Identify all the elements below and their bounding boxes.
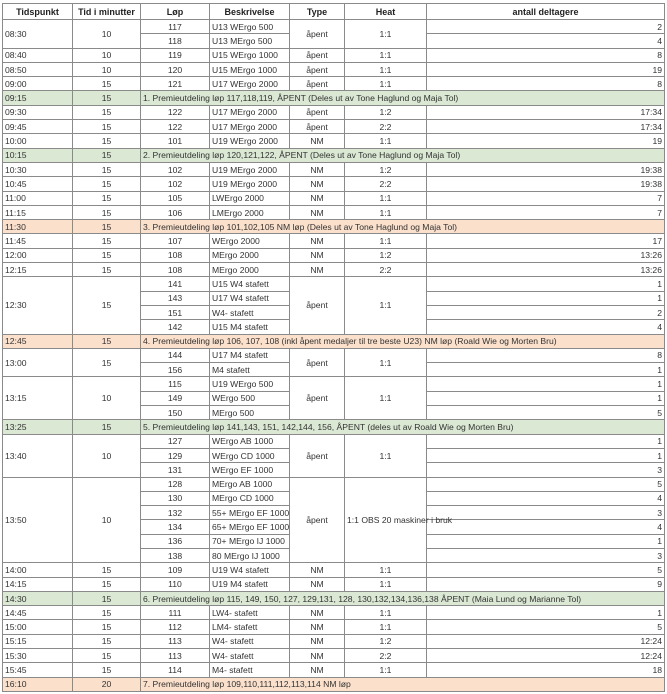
race-row: [3, 606, 665, 620]
race-number-cell: 107: [141, 234, 210, 248]
participants-cell: 2: [427, 20, 665, 34]
heat-cell: 1:1: [345, 234, 427, 248]
participants-cell: 3: [427, 506, 665, 520]
time-cell: 15:45: [3, 663, 73, 677]
race-number-cell: 134: [141, 520, 210, 534]
time-cell: 09:15: [3, 91, 73, 105]
heat-cell: 1:1: [345, 62, 427, 76]
time-cell: 13:15: [3, 377, 73, 420]
type-cell: NM: [290, 162, 345, 176]
race-row: [3, 234, 665, 248]
description-cell: 80 MErgo IJ 1000: [210, 548, 290, 562]
participants-cell: 17: [427, 234, 665, 248]
race-number-cell: 156: [141, 363, 210, 377]
heat-cell: 2:2: [345, 120, 427, 134]
type-cell: åpent: [290, 477, 345, 563]
award-text-cell: 5. Premieutdeling løp 141,143, 151, 142,144, 156, ÅPENT (deles ut av Roald Wie og Morten Bru): [141, 420, 665, 434]
time-cell: 14:30: [3, 591, 73, 605]
heat-cell: 1:2: [345, 162, 427, 176]
race-number-cell: 118: [141, 34, 210, 48]
participants-cell: 12:24: [427, 649, 665, 663]
minutes-cell: 15: [73, 162, 141, 176]
time-cell: 10:15: [3, 148, 73, 162]
participants-cell: 8: [427, 48, 665, 62]
participants-cell: 17:34: [427, 105, 665, 119]
participants-cell: 2: [427, 305, 665, 319]
participants-cell: 3: [427, 463, 665, 477]
description-cell: W4- stafett: [210, 649, 290, 663]
award-row: [3, 420, 665, 434]
minutes-cell: 15: [73, 105, 141, 119]
time-cell: 13:40: [3, 434, 73, 477]
type-cell: NM: [290, 205, 345, 219]
description-cell: 65+ MErgo EF 1000: [210, 520, 290, 534]
time-cell: 14:45: [3, 606, 73, 620]
heat-cell: 1:1: [345, 191, 427, 205]
race-number-cell: 108: [141, 248, 210, 262]
participants-cell: 19: [427, 134, 665, 148]
award-row: [3, 148, 665, 162]
participants-cell: 1: [427, 534, 665, 548]
heat-cell: 1:1: [345, 277, 427, 334]
participants-cell: 9: [427, 577, 665, 591]
participants-cell: 13:26: [427, 248, 665, 262]
type-cell: NM: [290, 248, 345, 262]
description-cell: W4- stafett: [210, 305, 290, 319]
race-row: [3, 105, 665, 119]
minutes-cell: 15: [73, 177, 141, 191]
minutes-cell: 15: [73, 634, 141, 648]
time-cell: 15:30: [3, 649, 73, 663]
description-cell: 55+ MErgo EF 1000: [210, 506, 290, 520]
participants-cell: 4: [427, 320, 665, 334]
description-cell: WErgo AB 1000: [210, 434, 290, 448]
race-row: [3, 634, 665, 648]
minutes-cell: 15: [73, 563, 141, 577]
description-cell: LW4- stafett: [210, 606, 290, 620]
type-cell: åpent: [290, 277, 345, 334]
race-number-cell: 113: [141, 649, 210, 663]
description-cell: U17 WErgo 2000: [210, 77, 290, 91]
header-lop: Løp: [141, 4, 210, 20]
race-number-cell: 115: [141, 377, 210, 391]
time-cell: 13:25: [3, 420, 73, 434]
race-number-cell: 121: [141, 77, 210, 91]
heat-cell: 1:1: [345, 134, 427, 148]
header-beskrivelse: Beskrivelse: [210, 4, 290, 20]
race-row: [3, 620, 665, 634]
race-number-cell: 122: [141, 105, 210, 119]
participants-cell: 1: [427, 377, 665, 391]
header-row: [3, 4, 665, 20]
participants-cell: 1: [427, 291, 665, 305]
minutes-cell: 15: [73, 591, 141, 605]
time-cell: 15:15: [3, 634, 73, 648]
race-number-cell: 106: [141, 205, 210, 219]
participants-cell: 4: [427, 520, 665, 534]
participants-cell: 1: [427, 434, 665, 448]
minutes-cell: 15: [73, 234, 141, 248]
participants-cell: 1: [427, 606, 665, 620]
race-number-cell: 119: [141, 48, 210, 62]
heat-cell: 1:2: [345, 248, 427, 262]
time-cell: 09:00: [3, 77, 73, 91]
heat-cell: 1:1: [345, 48, 427, 62]
time-cell: 12:00: [3, 248, 73, 262]
heat-cell: 1:1: [345, 348, 427, 377]
race-number-cell: 120: [141, 62, 210, 76]
header-tidspunkt: Tidspunkt: [3, 4, 73, 20]
participants-cell: 19:38: [427, 177, 665, 191]
description-cell: MErgo 500: [210, 406, 290, 420]
schedule-body: [3, 20, 665, 692]
type-cell: åpent: [290, 77, 345, 91]
header-type: Type: [290, 4, 345, 20]
participants-cell: 1: [427, 391, 665, 405]
race-number-cell: 112: [141, 620, 210, 634]
description-cell: WErgo CD 1000: [210, 448, 290, 462]
time-cell: 16:10: [3, 677, 73, 691]
race-number-cell: 109: [141, 563, 210, 577]
heat-cell: 1:1: [345, 620, 427, 634]
race-number-cell: 138: [141, 548, 210, 562]
race-number-cell: 131: [141, 463, 210, 477]
participants-cell: 4: [427, 491, 665, 505]
description-cell: MErgo 2000: [210, 248, 290, 262]
minutes-cell: 15: [73, 649, 141, 663]
race-row: [3, 177, 665, 191]
race-row: [3, 277, 665, 291]
participants-cell: 7: [427, 191, 665, 205]
time-cell: 11:30: [3, 220, 73, 234]
minutes-cell: 15: [73, 420, 141, 434]
heat-cell: 1:1: [345, 205, 427, 219]
race-row: [3, 62, 665, 76]
minutes-cell: 15: [73, 248, 141, 262]
description-cell: M4 stafett: [210, 363, 290, 377]
participants-cell: 19:38: [427, 162, 665, 176]
minutes-cell: 10: [73, 377, 141, 420]
race-number-cell: 105: [141, 191, 210, 205]
minutes-cell: 15: [73, 577, 141, 591]
heat-cell: 1:2: [345, 105, 427, 119]
description-cell: U19 MErgo 2000: [210, 177, 290, 191]
participants-cell: 5: [427, 406, 665, 420]
minutes-cell: 15: [73, 277, 141, 334]
type-cell: åpent: [290, 62, 345, 76]
minutes-cell: 15: [73, 91, 141, 105]
time-cell: 08:30: [3, 20, 73, 49]
type-cell: åpent: [290, 120, 345, 134]
participants-cell: 4: [427, 34, 665, 48]
time-cell: 14:15: [3, 577, 73, 591]
heat-cell: 1:1: [345, 563, 427, 577]
race-row: [3, 563, 665, 577]
participants-cell: 5: [427, 620, 665, 634]
race-number-cell: 130: [141, 491, 210, 505]
race-row: [3, 248, 665, 262]
type-cell: NM: [290, 606, 345, 620]
award-text-cell: 1. Premieutdeling løp 117,118,119, ÅPENT (Deles ut av Tone Haglund og Maja Tol): [141, 91, 665, 105]
race-number-cell: 117: [141, 20, 210, 34]
description-cell: U17 MErgo 2000: [210, 120, 290, 134]
race-number-cell: 114: [141, 663, 210, 677]
type-cell: NM: [290, 234, 345, 248]
minutes-cell: 15: [73, 77, 141, 91]
heat-cell: 1:1: [345, 577, 427, 591]
award-text-cell: 6. Premieutdeling løp 115, 149, 150, 127, 129,131, 128, 130,132,134,136,138 ÅPENT (Maia Lund og Marianne Tol): [141, 591, 665, 605]
participants-cell: 3: [427, 548, 665, 562]
minutes-cell: 15: [73, 148, 141, 162]
race-number-cell: 102: [141, 177, 210, 191]
heat-cell: 1:1: [345, 663, 427, 677]
participants-cell: 18: [427, 663, 665, 677]
heat-cell: 2:2: [345, 177, 427, 191]
award-row: [3, 91, 665, 105]
participants-cell: 5: [427, 477, 665, 491]
description-cell: 70+ MErgo IJ 1000: [210, 534, 290, 548]
race-number-cell: 129: [141, 448, 210, 462]
header-heat: Heat: [345, 4, 427, 20]
race-number-cell: 111: [141, 606, 210, 620]
type-cell: NM: [290, 649, 345, 663]
minutes-cell: 15: [73, 334, 141, 348]
description-cell: MErgo CD 1000: [210, 491, 290, 505]
award-text-cell: 7. Premieutdeling løp 109,110,111,112,113,114 NM løp: [141, 677, 665, 691]
award-row: [3, 591, 665, 605]
minutes-cell: 15: [73, 191, 141, 205]
type-cell: åpent: [290, 434, 345, 477]
time-cell: 08:50: [3, 62, 73, 76]
participants-cell: 8: [427, 348, 665, 362]
type-cell: NM: [290, 134, 345, 148]
race-number-cell: 150: [141, 406, 210, 420]
time-cell: 11:45: [3, 234, 73, 248]
description-cell: U13 MErgo 500: [210, 34, 290, 48]
type-cell: NM: [290, 577, 345, 591]
race-number-cell: 142: [141, 320, 210, 334]
time-cell: 15:00: [3, 620, 73, 634]
minutes-cell: 10: [73, 48, 141, 62]
minutes-cell: 20: [73, 677, 141, 691]
time-cell: 14:00: [3, 563, 73, 577]
description-cell: U15 WErgo 1000: [210, 48, 290, 62]
time-cell: 11:00: [3, 191, 73, 205]
minutes-cell: 10: [73, 20, 141, 49]
time-cell: 12:15: [3, 263, 73, 277]
time-cell: 13:00: [3, 348, 73, 377]
race-number-cell: 151: [141, 305, 210, 319]
type-cell: NM: [290, 620, 345, 634]
race-row: [3, 477, 665, 491]
race-number-cell: 149: [141, 391, 210, 405]
type-cell: åpent: [290, 48, 345, 62]
heat-cell: 1:1: [345, 20, 427, 49]
description-cell: U19 M4 stafett: [210, 577, 290, 591]
minutes-cell: 15: [73, 620, 141, 634]
heat-cell: 1:1: [345, 77, 427, 91]
race-row: [3, 434, 665, 448]
race-number-cell: 132: [141, 506, 210, 520]
time-cell: 13:50: [3, 477, 73, 563]
race-row: [3, 48, 665, 62]
type-cell: åpent: [290, 105, 345, 119]
description-cell: LM4- stafett: [210, 620, 290, 634]
participants-cell: 13:26: [427, 263, 665, 277]
award-row: [3, 677, 665, 691]
minutes-cell: 15: [73, 263, 141, 277]
description-cell: U19 MErgo 2000: [210, 162, 290, 176]
header-tid-i-minutter: Tid i minutter: [73, 4, 141, 20]
race-row: [3, 120, 665, 134]
description-cell: U15 W4 stafett: [210, 277, 290, 291]
time-cell: 10:45: [3, 177, 73, 191]
race-number-cell: 113: [141, 634, 210, 648]
type-cell: åpent: [290, 20, 345, 49]
race-row: [3, 20, 665, 34]
race-row: [3, 377, 665, 391]
description-cell: U19 WErgo 500: [210, 377, 290, 391]
race-number-cell: 108: [141, 263, 210, 277]
description-cell: U17 W4 stafett: [210, 291, 290, 305]
race-number-cell: 128: [141, 477, 210, 491]
minutes-cell: 15: [73, 606, 141, 620]
race-row: [3, 348, 665, 362]
description-cell: M4- stafett: [210, 663, 290, 677]
race-row: [3, 577, 665, 591]
participants-cell: 1: [427, 277, 665, 291]
description-cell: W4- stafett: [210, 634, 290, 648]
header-antall-deltagere: antall deltagere: [427, 4, 665, 20]
minutes-cell: 10: [73, 62, 141, 76]
time-cell: 10:30: [3, 162, 73, 176]
description-cell: U19 W4 stafett: [210, 563, 290, 577]
minutes-cell: 15: [73, 220, 141, 234]
description-cell: LMErgo 2000: [210, 205, 290, 219]
type-cell: NM: [290, 177, 345, 191]
time-cell: 09:30: [3, 105, 73, 119]
award-text-cell: 4. Premieutdeling løp 106, 107, 108 (inkl åpent medaljer til tre beste U23) NM løp (Roald Wie og Morten Bru): [141, 334, 665, 348]
award-text-cell: 3. Premieutdeling løp 101,102,105 NM løp (Deles ut av Tone Haglund og Maja Tol): [141, 220, 665, 234]
minutes-cell: 15: [73, 205, 141, 219]
type-cell: NM: [290, 263, 345, 277]
participants-cell: 19: [427, 62, 665, 76]
race-row: [3, 263, 665, 277]
award-text-cell: 2. Premieutdeling løp 120,121,122, ÅPENT (Deles ut av Tone Haglund og Maja Tol): [141, 148, 665, 162]
description-cell: U15 M4 stafett: [210, 320, 290, 334]
participants-cell: 5: [427, 563, 665, 577]
heat-cell: 2:2: [345, 263, 427, 277]
heat-cell: 1:1 OBS 20 maskiner i bruk: [345, 477, 427, 563]
description-cell: WErgo 500: [210, 391, 290, 405]
participants-cell: 1: [427, 448, 665, 462]
type-cell: NM: [290, 191, 345, 205]
minutes-cell: 10: [73, 477, 141, 563]
heat-cell: 1:1: [345, 606, 427, 620]
description-cell: U19 WErgo 2000: [210, 134, 290, 148]
time-cell: 12:45: [3, 334, 73, 348]
description-cell: LWErgo 2000: [210, 191, 290, 205]
time-cell: 12:30: [3, 277, 73, 334]
race-number-cell: 127: [141, 434, 210, 448]
race-row: [3, 663, 665, 677]
race-row: [3, 205, 665, 219]
time-cell: 10:00: [3, 134, 73, 148]
race-number-cell: 101: [141, 134, 210, 148]
description-cell: WErgo EF 1000: [210, 463, 290, 477]
heat-cell: 1:2: [345, 634, 427, 648]
race-number-cell: 141: [141, 277, 210, 291]
type-cell: åpent: [290, 348, 345, 377]
participants-cell: 8: [427, 77, 665, 91]
minutes-cell: 15: [73, 134, 141, 148]
time-cell: 09:45: [3, 120, 73, 134]
heat-cell: 1:1: [345, 434, 427, 477]
race-number-cell: 122: [141, 120, 210, 134]
minutes-cell: 15: [73, 120, 141, 134]
race-row: [3, 162, 665, 176]
type-cell: NM: [290, 663, 345, 677]
type-cell: NM: [290, 563, 345, 577]
type-cell: åpent: [290, 377, 345, 420]
race-number-cell: 136: [141, 534, 210, 548]
participants-cell: 12:24: [427, 634, 665, 648]
description-cell: WErgo 2000: [210, 234, 290, 248]
race-row: [3, 134, 665, 148]
participants-cell: 7: [427, 205, 665, 219]
time-cell: 08:40: [3, 48, 73, 62]
description-cell: MErgo 2000: [210, 263, 290, 277]
description-cell: U13 WErgo 500: [210, 20, 290, 34]
schedule-table: [2, 3, 665, 692]
race-number-cell: 102: [141, 162, 210, 176]
race-number-cell: 144: [141, 348, 210, 362]
description-cell: U15 MErgo 1000: [210, 62, 290, 76]
type-cell: NM: [290, 634, 345, 648]
minutes-cell: 15: [73, 348, 141, 377]
race-row: [3, 191, 665, 205]
race-row: [3, 77, 665, 91]
race-number-cell: 143: [141, 291, 210, 305]
award-row: [3, 334, 665, 348]
participants-cell: 17:34: [427, 120, 665, 134]
description-cell: MErgo AB 1000: [210, 477, 290, 491]
heat-cell: 1:1: [345, 377, 427, 420]
description-cell: U17 MErgo 2000: [210, 105, 290, 119]
race-row: [3, 649, 665, 663]
time-cell: 11:15: [3, 205, 73, 219]
award-row: [3, 220, 665, 234]
race-number-cell: 110: [141, 577, 210, 591]
heat-cell: 2:2: [345, 649, 427, 663]
minutes-cell: 15: [73, 663, 141, 677]
participants-cell: 1: [427, 363, 665, 377]
minutes-cell: 10: [73, 434, 141, 477]
description-cell: U17 M4 stafett: [210, 348, 290, 362]
